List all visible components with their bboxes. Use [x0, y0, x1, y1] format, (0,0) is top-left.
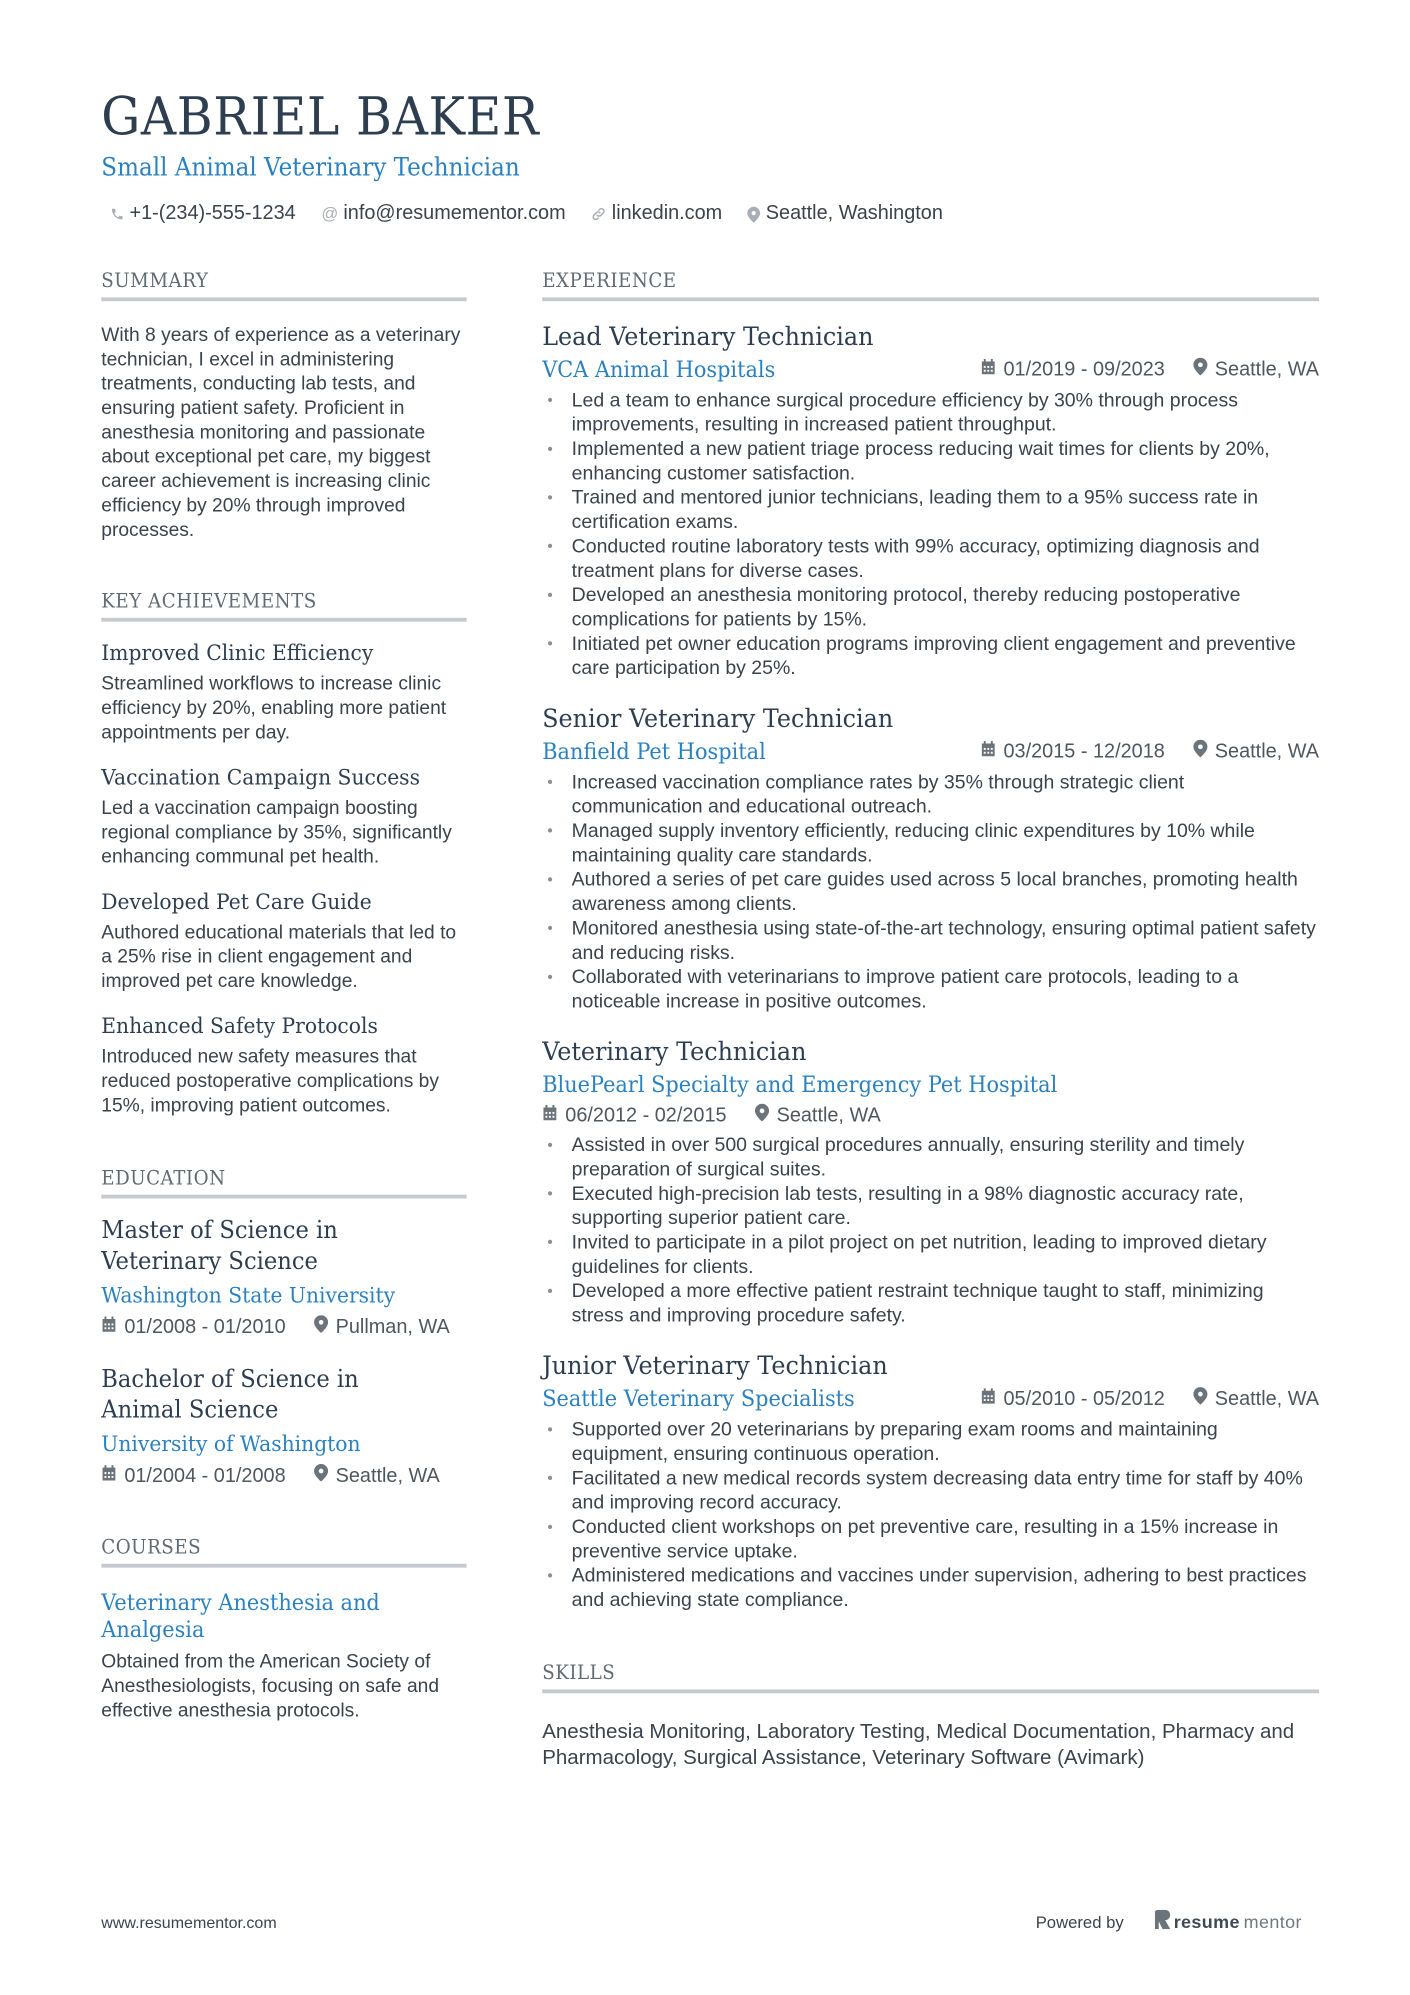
achievement-item: [101, 887, 466, 993]
skills-section: [542, 1660, 1319, 1772]
job-dates: 05/2010 - 05/2012: [980, 1386, 1164, 1414]
achievement-title: Improved Clinic Efficiency: [101, 640, 374, 667]
company-name: Banfield Pet Hospital: [542, 739, 766, 766]
achievement-item: [101, 638, 466, 744]
job-bullet: • Facilitated a new medical records system decreasing data entry time for staff by 40% and improving record accuracy.: [547, 1467, 1303, 1514]
contact-phone: [110, 200, 295, 228]
achievement-item: [101, 1011, 466, 1117]
job-bullet: • Authored a series of pet care guides used across 5 local branches, promoting health awareness among clients.: [547, 869, 1298, 916]
calendar-icon: [980, 1386, 995, 1414]
achievement-item: [101, 763, 466, 869]
achievement-title: Vaccination Campaign Success: [101, 765, 420, 791]
skills-text: Anesthesia Monitoring, Laboratory Testing, Medical Documentation, Pharmacy and Pharmacology, Surgical Assistance, Veterinary Software (Avimark): [542, 1721, 1295, 1769]
left-column: [101, 268, 466, 1723]
brand-bold: resume: [1173, 1911, 1240, 1932]
job-meta: [980, 1386, 1319, 1414]
job-meta: [980, 738, 1319, 766]
location-pin-icon: [755, 1102, 769, 1130]
job-bullets: [542, 388, 1319, 680]
footer-powered-by: [1036, 1910, 1302, 1933]
achievements-heading: KEY ACHIEVEMENTS: [101, 588, 466, 621]
contact-location-text: Seattle, Washington: [765, 202, 943, 225]
contact-location: [748, 200, 943, 228]
location-pin-icon: [314, 1314, 328, 1342]
contact-linkedin-text[interactable]: linkedin.com: [611, 202, 723, 225]
location-pin-icon: [314, 1463, 328, 1491]
job-title: Junior Veterinary Technician: [542, 1349, 888, 1381]
education-dates: 01/2004 - 01/2008: [101, 1463, 285, 1491]
contact-linkedin[interactable]: [591, 200, 722, 228]
achievement-description: Streamlined workflows to increase clinic efficiency by 20%, enabling more patient appointments per day.: [101, 672, 447, 744]
job-bullet: • Collaborated with veterinarians to improve patient care protocols, leading to a noticeable increase in positive outcomes.: [547, 966, 1239, 1013]
location-pin-icon: [1193, 356, 1207, 384]
job-dates: 01/2019 - 09/2023: [980, 356, 1164, 384]
summary-section: [101, 268, 466, 542]
course-item: [101, 1591, 466, 1723]
job-bullet: • Initiated pet owner education programs improving client engagement and preventive care participation by 25%.: [547, 633, 1296, 680]
job-company-row: [542, 1384, 1319, 1415]
powered-by-label: Powered by: [1035, 1911, 1124, 1932]
job-entry: [542, 319, 1319, 680]
school-name: Washington State University: [101, 1283, 396, 1309]
calendar-icon: [101, 1463, 116, 1491]
education-item: [101, 1215, 466, 1342]
company-name: Seattle Veterinary Specialists: [542, 1386, 855, 1413]
location-pin-icon: [1193, 738, 1207, 766]
job-company-row: [542, 355, 1319, 386]
course-description: Obtained from the American Society of Anesthesiologists, focusing on safe and effective anesthesia protocols.: [101, 1650, 440, 1722]
education-location: Seattle, WA: [314, 1463, 440, 1491]
achievement-description: Authored educational materials that led to a 25% rise in client engagement and improved pet care knowledge.: [101, 921, 457, 993]
job-bullet: • Developed a more effective patient restraint technique taught to staff, minimizing stress and improving procedure safety.: [547, 1280, 1264, 1327]
job-title: Lead Veterinary Technician: [542, 320, 874, 352]
job-title: Veterinary Technician: [542, 1035, 807, 1067]
brand-light: mentor: [1243, 1911, 1302, 1932]
experience-heading: EXPERIENCE: [542, 268, 1319, 301]
courses-heading: COURSES: [101, 1534, 466, 1567]
candidate-title: Small Animal Veterinary Technician: [101, 151, 520, 183]
phone-icon: [110, 206, 124, 221]
education-meta: [101, 1463, 466, 1491]
degree-title: Master of Science in Veterinary Science: [101, 1216, 338, 1276]
summary-heading: SUMMARY: [101, 268, 466, 301]
location-pin-icon: [748, 206, 761, 223]
school-name: University of Washington: [101, 1431, 361, 1458]
job-bullets: [542, 1418, 1319, 1613]
resumementor-logo-icon: [1154, 1910, 1169, 1933]
education-location: Pullman, WA: [314, 1314, 450, 1342]
job-company-row: [542, 737, 1319, 768]
job-dates: 03/2015 - 12/2018: [980, 738, 1164, 766]
calendar-icon: [101, 1314, 116, 1342]
job-location: Seattle, WA: [1193, 356, 1319, 384]
job-bullet: • Implemented a new patient triage process reducing wait times for clients by 20%, enhancing customer satisfaction.: [547, 438, 1270, 485]
job-entry: [542, 1034, 1319, 1328]
courses-section: [101, 1534, 466, 1722]
right-column: [542, 268, 1319, 1772]
company-name: VCA Animal Hospitals: [542, 357, 776, 384]
job-meta: [980, 356, 1319, 384]
at-icon: @: [321, 203, 339, 224]
job-bullets: [542, 770, 1319, 1014]
footer-website[interactable]: www.resumementor.com: [101, 1913, 277, 1932]
calendar-icon: [542, 1102, 557, 1130]
job-bullet: • Supported over 20 veterinarians by preparing exam rooms and maintaining equipment, ensuring continuous operation.: [547, 1418, 1218, 1466]
education-dates: 01/2008 - 01/2010: [101, 1314, 285, 1342]
experience-section: [542, 268, 1319, 1613]
job-bullet: • Administered medications and vaccines under supervision, adhering to best practices and achieving state compliance.: [547, 1565, 1307, 1612]
education-item: [101, 1364, 466, 1491]
calendar-icon: [980, 738, 995, 766]
location-pin-icon: [1193, 1386, 1207, 1414]
job-dates: 06/2012 - 02/2015: [542, 1102, 726, 1130]
job-bullet: • Increased vaccination compliance rates by 35% through strategic client communication and educational outreach.: [547, 771, 1185, 818]
calendar-icon: [980, 356, 995, 384]
summary-text: With 8 years of experience as a veterinary technician, I excel in administering treatments, conducting lab tests, and ensuring patient safety. Proficient in anesthesia monitoring and passionate about exceptional pet care, my biggest career achievement is increasing clinic efficiency by 20% through improved processes.: [101, 324, 461, 541]
degree-title: Bachelor of Science in Animal Science: [101, 1365, 359, 1425]
contact-email-text[interactable]: info@resumementor.com: [343, 202, 566, 225]
job-entry: [542, 1348, 1319, 1612]
job-bullet: • Monitored anesthesia using state-of-the-art technology, ensuring optimal patient safety and reducing risks.: [547, 917, 1316, 964]
job-bullet: • Assisted in over 500 surgical procedures annually, ensuring sterility and timely preparation of surgical suites.: [547, 1134, 1245, 1181]
achievement-description: Led a vaccination campaign boosting regional compliance by 35%, significantly enhancing communal pet health.: [101, 797, 452, 868]
job-bullet: • Led a team to enhance surgical procedure efficiency by 30% through process improvements, resulting in increased patient throughput.: [547, 389, 1238, 436]
education-section: [101, 1165, 466, 1491]
job-bullet: • Conducted client workshops on pet preventive care, resulting in a 15% increase in preventive service uptake.: [547, 1516, 1279, 1563]
job-meta: [542, 1102, 1319, 1130]
course-title: Veterinary Anesthesia and Analgesia: [101, 1590, 380, 1644]
achievement-title: Enhanced Safety Protocols: [101, 1013, 378, 1040]
job-location: Seattle, WA: [1193, 738, 1319, 766]
job-bullet: • Managed supply inventory efficiently, reducing clinic expenditures by 10% while maintaining quality care standards.: [547, 820, 1255, 867]
skills-heading: SKILLS: [542, 1660, 1319, 1693]
achievement-title: Developed Pet Care Guide: [101, 889, 372, 916]
job-title: Senior Veterinary Technician: [542, 702, 894, 734]
job-entry: [542, 701, 1319, 1014]
achievements-section: [101, 588, 466, 1117]
job-bullet: • Conducted routine laboratory tests with 99% accuracy, optimizing diagnosis and treatment plans for diverse cases.: [547, 535, 1260, 582]
job-bullet: • Invited to participate in a pilot project on pet nutrition, leading to improved dietary guidelines for clients.: [547, 1231, 1267, 1278]
contact-phone-text: +1-(234)-555-1234: [129, 202, 296, 225]
job-location: Seattle, WA: [1193, 1386, 1319, 1414]
job-bullet: • Developed an anesthesia monitoring protocol, thereby reducing postoperative complications for patients by 15%.: [547, 584, 1241, 631]
candidate-name: GABRIEL BAKER: [101, 85, 540, 148]
brand-logo[interactable]: [1154, 1910, 1301, 1933]
company-name: BluePearl Specialty and Emergency Pet Hospital: [542, 1072, 1058, 1099]
contact-row: [110, 200, 943, 228]
achievement-description: Introduced new safety measures that reduced postoperative complications by 15%, improving patient outcomes.: [101, 1045, 439, 1117]
job-bullets: [542, 1133, 1319, 1328]
job-bullet: • Trained and mentored junior technicians, leading them to a 95% success rate in certification exams.: [547, 487, 1259, 534]
contact-email[interactable]: [321, 200, 565, 228]
education-heading: EDUCATION: [101, 1165, 466, 1198]
job-location: Seattle, WA: [755, 1102, 881, 1130]
job-bullet: • Executed high-precision lab tests, resulting in a 98% diagnostic accuracy rate, supporting superior patient care.: [547, 1183, 1244, 1230]
link-icon: [591, 206, 606, 221]
education-meta: [101, 1314, 466, 1342]
